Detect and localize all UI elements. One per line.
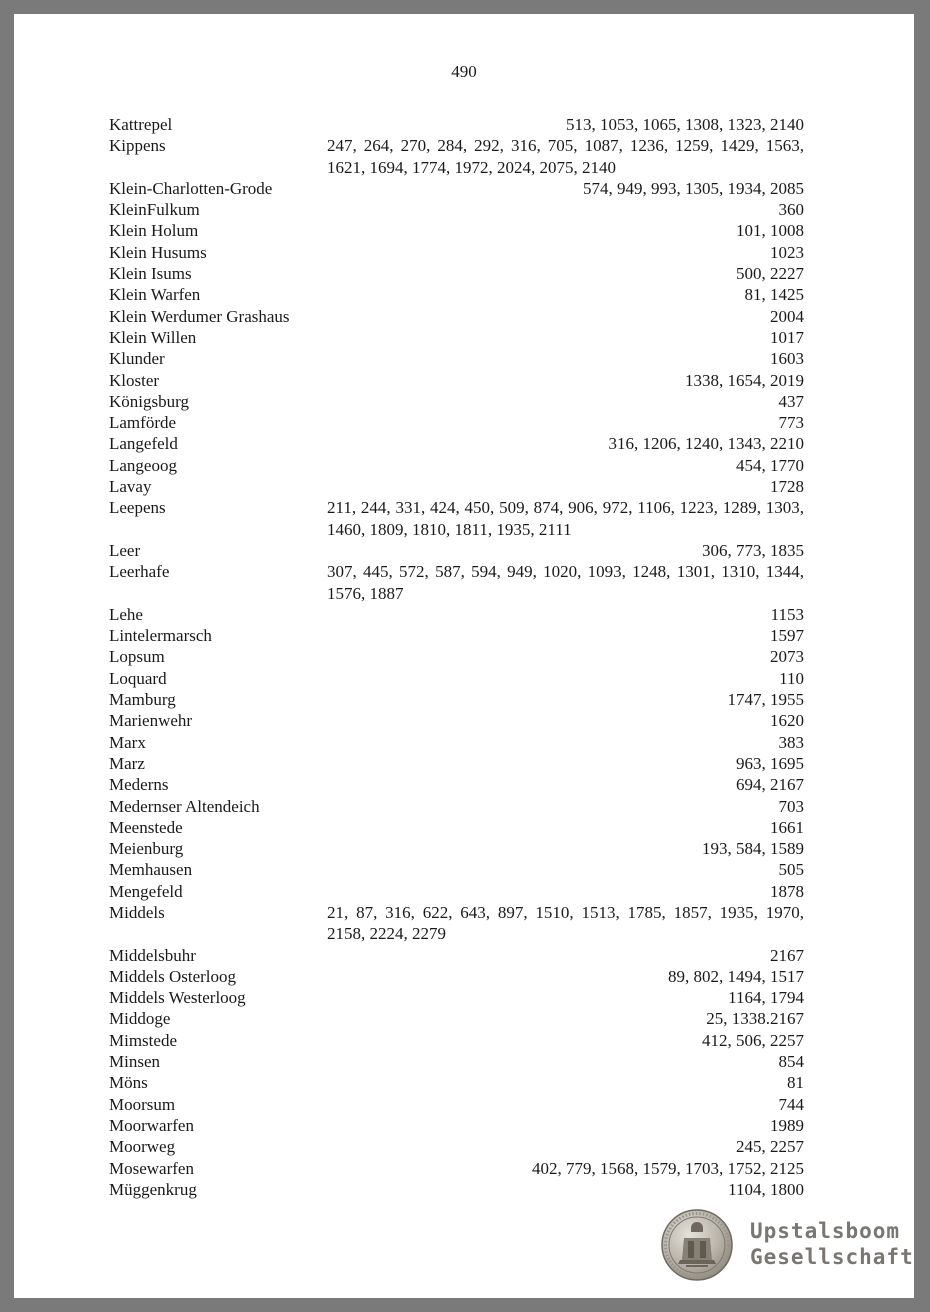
place-name: Langefeld — [109, 434, 178, 454]
index-entry — [109, 1072, 804, 1093]
page-references: 307, 445, 572, 587, 594, 949, 1020, 1093, 1248, 1301, 1310, 1344, 1576, 1887 — [327, 562, 804, 603]
page-references: 21, 87, 316, 622, 643, 897, 1510, 1513, 1785, 1857, 1935, 1970, 2158, 2224, 2279 — [327, 902, 804, 944]
place-name: Lopsum — [109, 647, 165, 667]
index-entry — [109, 859, 804, 880]
index-entry — [109, 987, 804, 1008]
index-entry — [109, 732, 804, 753]
page-references: 245, 2257 — [736, 1137, 804, 1157]
page-references: 513, 1053, 1065, 1308, 1323, 2140 — [566, 115, 804, 134]
index-entry — [109, 540, 804, 561]
index-entry — [109, 476, 804, 497]
place-name: Middels Osterloog — [109, 966, 237, 986]
index-entry — [109, 1115, 804, 1136]
place-name: Lehe — [109, 604, 143, 624]
index-entry — [109, 668, 804, 689]
index-entry — [109, 838, 804, 859]
index-entry — [109, 263, 804, 284]
page-references: 1620 — [770, 711, 804, 731]
index-entry — [109, 220, 804, 241]
page-number: 490 — [451, 62, 477, 81]
place-name: Kloster — [109, 370, 160, 390]
page-references: 773 — [778, 413, 804, 433]
index-entry — [109, 306, 804, 327]
place-name: Klunder — [109, 349, 165, 369]
index-entry — [109, 1030, 804, 1051]
index-entry — [109, 1051, 804, 1072]
index-entry — [109, 1179, 804, 1200]
place-name: Marz — [109, 753, 145, 773]
place-name: Moorwarfen — [109, 1115, 194, 1135]
index-entry — [109, 881, 804, 902]
place-name: Lintelermarsch — [109, 626, 212, 646]
page-references: 402, 779, 1568, 1579, 1703, 1752, 2125 — [532, 1158, 804, 1178]
index-entry — [109, 348, 804, 369]
index-entry — [109, 1008, 804, 1029]
page-references: 25, 1338.2167 — [706, 1009, 804, 1029]
index-entry — [109, 604, 804, 625]
place-name: Meienburg — [109, 839, 184, 859]
index-entry — [109, 114, 804, 135]
place-name: Leer — [109, 540, 141, 560]
page-references: 694, 2167 — [736, 775, 804, 795]
index-entry — [109, 625, 804, 646]
place-name: Klein Husums — [109, 242, 207, 262]
place-name: Middoge — [109, 1009, 171, 1029]
logo-wordmark — [750, 1218, 914, 1270]
place-name: Kippens — [109, 136, 166, 156]
place-name: Moorweg — [109, 1137, 176, 1157]
place-name: Klein Warfen — [109, 285, 201, 305]
page-references: 89, 802, 1494, 1517 — [668, 966, 804, 986]
page-references: 360 — [778, 200, 804, 220]
index-entry — [109, 242, 804, 263]
place-name: Klein Isums — [109, 264, 192, 284]
page-references: 703 — [778, 796, 804, 816]
place-name: Minsen — [109, 1052, 160, 1072]
index-entry — [109, 433, 804, 454]
index-entry — [109, 370, 804, 391]
page-references: 1338, 1654, 2019 — [685, 370, 804, 390]
page-references: 1023 — [770, 242, 804, 262]
page-references: 1164, 1794 — [728, 988, 804, 1008]
place-name: Marienwehr — [109, 711, 193, 731]
page-references: 454, 1770 — [736, 455, 804, 475]
index-entry — [109, 710, 804, 731]
place-name: Langeoog — [109, 455, 177, 475]
page-references: 1728 — [770, 477, 804, 497]
page-references: 574, 949, 993, 1305, 1934, 2085 — [583, 178, 804, 198]
page-references: 412, 506, 2257 — [702, 1030, 804, 1050]
place-name: Lavay — [109, 477, 152, 497]
page-references: 316, 1206, 1240, 1343, 2210 — [608, 434, 804, 454]
index-entry — [109, 945, 804, 966]
place-name: Leerhafe — [109, 562, 170, 582]
page-references: 1603 — [770, 349, 804, 369]
place-name: Lamförde — [109, 413, 177, 433]
place-name: Klein-Charlotten-Grode — [109, 178, 273, 198]
place-name: Kattrepel — [109, 115, 173, 134]
place-name: Moorsum — [109, 1094, 176, 1114]
index-entry — [109, 135, 804, 178]
page-references: 437 — [778, 391, 804, 411]
page-references: 744 — [778, 1094, 804, 1114]
index-entry — [109, 646, 804, 667]
page-references: 383 — [778, 732, 804, 752]
page-references: 306, 773, 1835 — [702, 540, 804, 560]
place-name: Middelsbuhr — [109, 945, 196, 965]
index-entry — [109, 561, 804, 604]
page-references: 1747, 1955 — [727, 690, 804, 710]
index-entry — [109, 327, 804, 348]
index-entry — [109, 966, 804, 987]
seal-icon — [660, 1208, 734, 1282]
index-entry — [109, 1158, 804, 1179]
place-name: Möns — [109, 1073, 148, 1093]
place-name: Mamburg — [109, 690, 176, 710]
index-entry — [109, 497, 804, 540]
page-references: 81 — [787, 1073, 804, 1093]
place-name: Klein Willen — [109, 327, 197, 347]
place-name: Mederns — [109, 775, 169, 795]
index-entry — [109, 455, 804, 476]
index-entry — [109, 689, 804, 710]
page-references: 2004 — [770, 306, 804, 326]
page-references: 1989 — [770, 1115, 804, 1135]
page-references: 500, 2227 — [736, 264, 804, 284]
place-name: Mengefeld — [109, 881, 183, 901]
place-name: Marx — [109, 732, 146, 752]
place-name: Medernser Altendeich — [109, 796, 260, 816]
place-name: Müggenkrug — [109, 1179, 197, 1199]
page-references: 505 — [778, 860, 804, 880]
index-entry — [109, 412, 804, 433]
page-references: 1878 — [770, 881, 804, 901]
place-name: KleinFulkum — [109, 200, 200, 220]
page-references: 2073 — [770, 647, 804, 667]
logo-line-1: Upstalsboom — [750, 1219, 901, 1243]
place-name: Middels — [109, 902, 165, 922]
index-entry — [109, 796, 804, 817]
place-name: Königsburg — [109, 391, 189, 411]
page-references: 247, 264, 270, 284, 292, 316, 705, 1087, 1236, 1259, 1429, 1563, 1621, 1694, 1774, 1972, 2024, 2075, 2140 — [327, 136, 804, 177]
index-entry — [109, 902, 804, 945]
page-references: 211, 244, 331, 424, 450, 509, 874, 906, 972, 1106, 1223, 1289, 1303, 1460, 1809, 1810, 1811, 1935, 2111 — [327, 498, 804, 539]
page-references: 101, 1008 — [736, 221, 804, 241]
page-references: 1153 — [770, 604, 804, 624]
index-entry — [109, 391, 804, 412]
place-name: Mosewarfen — [109, 1158, 194, 1178]
index-entry — [109, 1136, 804, 1157]
index-entry — [109, 1094, 804, 1115]
place-name: Memhausen — [109, 860, 193, 880]
index-entry — [109, 753, 804, 774]
document-page — [14, 14, 914, 1298]
page-references: 1104, 1800 — [728, 1179, 804, 1199]
place-name: Middels Westerloog — [109, 988, 246, 1008]
index-entry — [109, 178, 804, 199]
society-logo — [660, 1208, 914, 1284]
page-references: 1597 — [770, 626, 804, 646]
place-index-list — [109, 114, 804, 1200]
place-name: Meenstede — [109, 817, 183, 837]
place-name: Leepens — [109, 498, 166, 518]
page-references: 193, 584, 1589 — [702, 839, 804, 859]
page-references: 2167 — [770, 945, 804, 965]
place-name: Klein Werdumer Grashaus — [109, 306, 290, 326]
index-entry — [109, 284, 804, 305]
index-entry — [109, 774, 804, 795]
place-name: Loquard — [109, 668, 167, 688]
page-references: 1661 — [770, 817, 804, 837]
page-references: 1017 — [770, 327, 804, 347]
page-references: 110 — [779, 668, 804, 688]
page-references: 854 — [778, 1052, 804, 1072]
logo-line-2: Gesellschaft — [750, 1245, 914, 1269]
index-entry — [109, 199, 804, 220]
page-references: 81, 1425 — [744, 285, 804, 305]
place-name: Klein Holum — [109, 221, 199, 241]
page-references: 963, 1695 — [736, 753, 804, 773]
place-name: Mimstede — [109, 1030, 177, 1050]
index-entry — [109, 817, 804, 838]
